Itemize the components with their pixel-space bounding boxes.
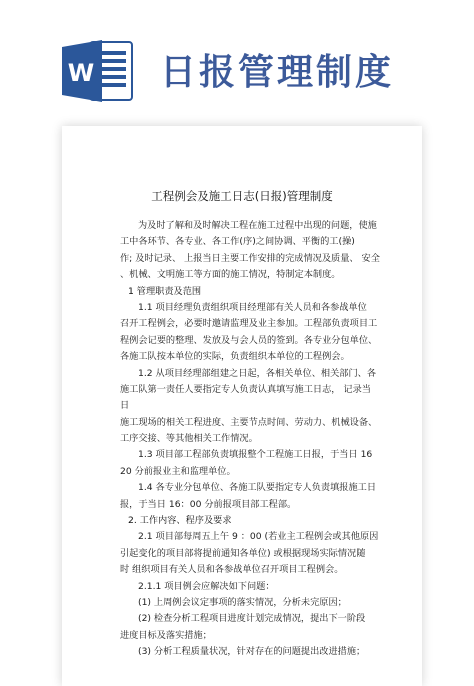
paragraph-line: 时 组织项目有关人员和各参战单位召开项目工程例会。 xyxy=(120,564,344,576)
word-logo-icon xyxy=(62,38,134,104)
list-item: (3) 分析工程质量状况，针对存在的问题提出改进措施； xyxy=(138,646,366,658)
paragraph-line: 工序交接、等其他相关工作情况。 xyxy=(120,433,258,445)
paragraph-line: 引起变化的项目部将提前通知各单位) 或根据现场实际情况随 xyxy=(120,547,366,559)
paragraph-line: 2.1 项目部每周五上午 9 ：00 (若业主工程例会或其他原因 xyxy=(138,531,379,543)
paragraph-line: 、机械、文明施工等方面的施工情况，特制定本制度。 xyxy=(120,269,341,281)
banner-title: 日报管理制度 xyxy=(160,52,395,93)
paragraph-line: 1.1 项目经理负责组织项目经理部有关人员和各参战单位 xyxy=(138,301,367,313)
paragraph-line: 工中各环节、各专业、各工作(序)之间协调、平衡的工(操) xyxy=(120,236,355,248)
list-item: (1) 上周例会议定事项的落实情况，分析未完原因； xyxy=(138,596,347,608)
paragraph-line: 2.1.1 项目例会应解决如下问题： xyxy=(138,580,275,592)
paragraph-line: 1.4 各专业分包单位、各施工队要指定专人负责填报施工日 xyxy=(138,482,377,494)
paragraph-line: 施工现场的相关工程进度、主要节点时间、劳动力、机械设备、 xyxy=(120,416,378,428)
section-heading: 1 管理职责及范围 xyxy=(128,285,202,297)
paragraph-line: 1.3 项目部工程部负责填报整个工程施工日报，于当日 16 xyxy=(138,449,373,461)
document-body xyxy=(120,218,380,661)
paragraph-line: 为及时了解和及时解决工程在施工过程中出现的问题，使施 xyxy=(138,220,377,231)
section-heading: 2. 工作内容、程序及要求 xyxy=(128,515,232,527)
paragraph-line: 日 xyxy=(120,400,130,412)
paragraph-line: 报，于当日 16：00 分前报项目部工程部。 xyxy=(120,498,297,510)
paragraph-line: 进度目标及落实措施； xyxy=(120,629,212,641)
paragraph-line: 作; 及时记录、 上报当日主要工作安排的完成情况及质量、 安全 xyxy=(120,252,380,264)
document-page xyxy=(62,126,422,686)
document-title: 工程例会及施工日志(日报)管理制度 xyxy=(151,189,333,203)
paragraph-line: 施工队第一责任人要指定专人负责认真填写施工日志， 记录当 xyxy=(120,383,371,395)
paragraph-line: 1.2 从项目经理部组建之日起，各相关单位、相关部门、各 xyxy=(138,367,377,379)
paragraph-line: 程例会记要的整理、发放及与会人员的签到。各专业分包单位、 xyxy=(120,334,378,346)
paragraph-line: 各施工队按本单位的实际，负责组织本单位的工程例会。 xyxy=(120,351,350,363)
paragraph-line: 召开工程例会，必要时邀请监理及业主参加。工程部负责项目工 xyxy=(120,318,378,330)
banner xyxy=(0,0,474,112)
list-item: (2) 检查分析工程项目进度计划完成情况，提出下一阶段 xyxy=(138,613,366,625)
word-logo-letter: W xyxy=(67,59,95,87)
paragraph-line: 20 分前报业主和监理单位。 xyxy=(120,465,236,477)
